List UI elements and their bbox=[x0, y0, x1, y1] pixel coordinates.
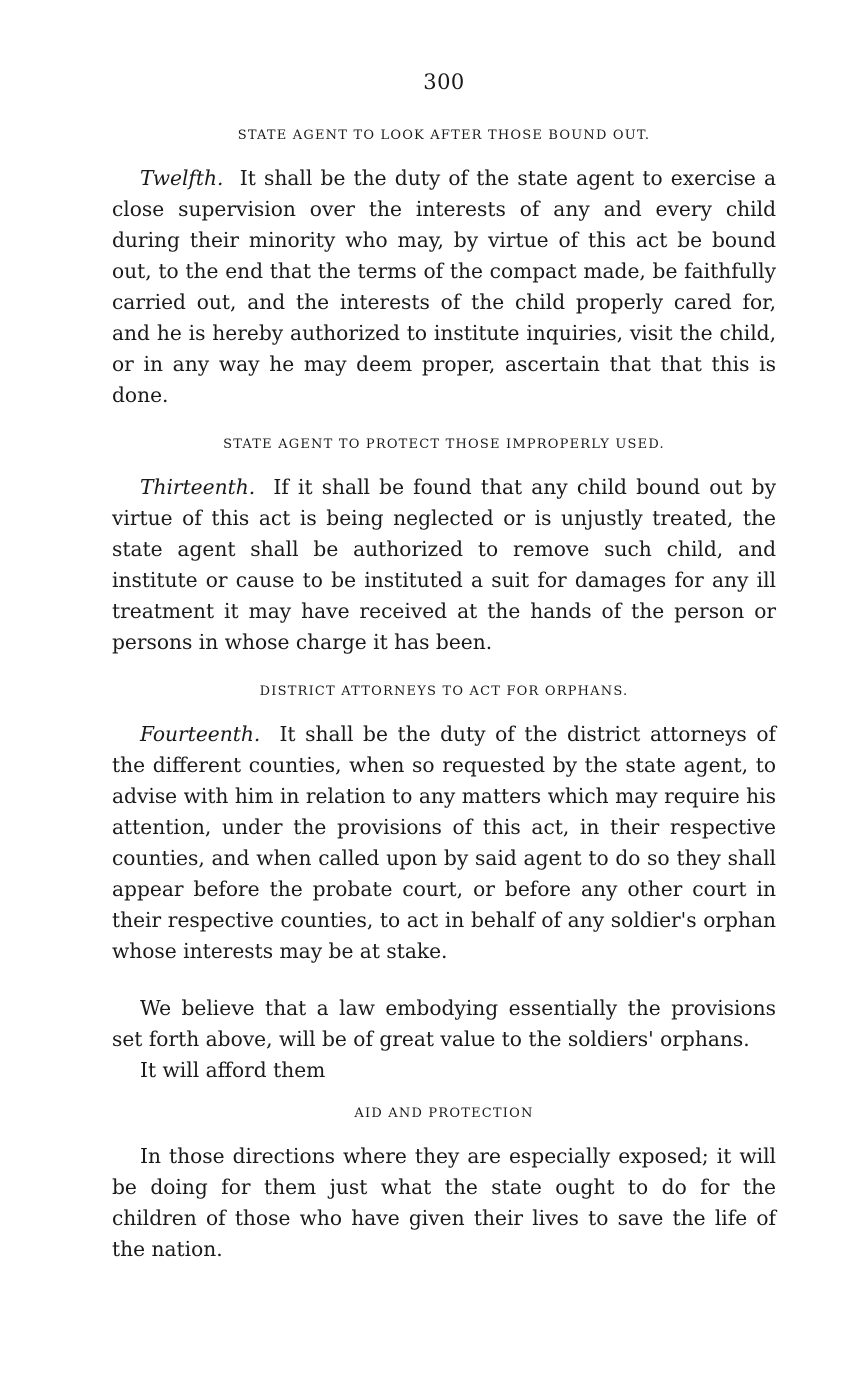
section-thirteenth bbox=[112, 437, 776, 658]
closing-section bbox=[112, 993, 776, 1265]
section-lead: Twelfth. bbox=[140, 166, 224, 190]
section-paragraph bbox=[112, 163, 776, 411]
section-twelfth bbox=[112, 128, 776, 411]
section-body: It shall be the duty of the district attorneys of the different counties, when so requested by the state agent, to advise with him in relation to any matters which may require his attention, under the provisions of this act, in their respective counties, and when called upon by said agent to do so they shall appear before the probate court, or before any other court in their respective counties, to act in behalf of any soldier's orphan whose interests may be at stake. bbox=[112, 722, 776, 963]
section-heading: DISTRICT ATTORNEYS TO ACT FOR ORPHANS. bbox=[259, 684, 629, 699]
closing-heading: AID AND PROTECTION bbox=[354, 1106, 534, 1121]
closing-paragraph: We believe that a law embodying essentially the provisions set forth above, will be of great value to the soldiers' orphans. bbox=[112, 996, 776, 1051]
page-number: 300 bbox=[423, 70, 465, 94]
section-lead: Thirteenth. bbox=[140, 475, 256, 499]
closing-paragraph-final: In those directions where they are especially exposed; it will be doing for them just what the state ought to do for the children of those who have given their lives to save the life of the nation. bbox=[112, 1144, 776, 1261]
section-fourteenth bbox=[112, 684, 776, 967]
section-heading: STATE AGENT TO PROTECT THOSE IMPROPERLY USED. bbox=[223, 437, 665, 452]
section-paragraph bbox=[112, 719, 776, 967]
section-paragraph bbox=[112, 472, 776, 658]
document-page bbox=[112, 70, 776, 1265]
section-heading: STATE AGENT TO LOOK AFTER THOSE BOUND OUT. bbox=[237, 128, 651, 143]
section-body: It shall be the duty of the state agent to exercise a close supervision over the interests of any and every child during their minority who may, by virtue of this act be bound out, to the end that the terms of the compact made, be faithfully carried out, and the interests of the child properly cared for, and he is hereby authorized to institute inquiries, visit the child, or in any way he may deem proper, ascertain that that this is done. bbox=[112, 166, 776, 407]
section-body: If it shall be found that any child bound out by virtue of this act is being neglected or is unjustly treated, the state agent shall be authorized to remove such child, and institute or cause to be instituted a suit for damages for any ill treatment it may have received at the hands of the person or persons in whose charge it has been. bbox=[112, 475, 776, 654]
section-lead: Fourteenth. bbox=[140, 722, 261, 746]
closing-paragraph-short: It will afford them bbox=[140, 1058, 326, 1082]
